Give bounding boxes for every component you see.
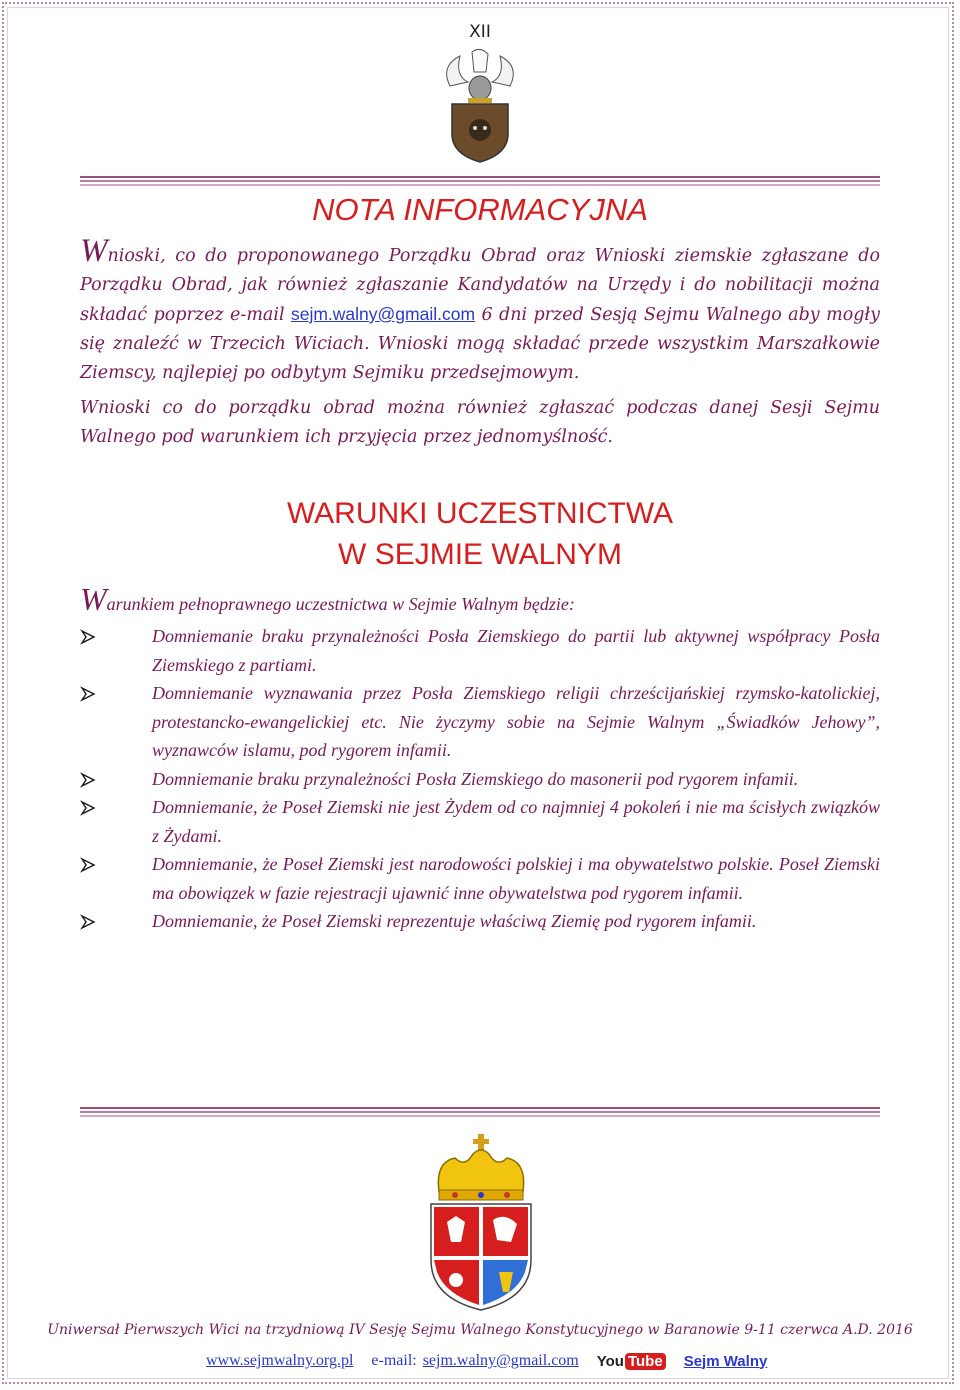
youtube-logo[interactable] (597, 1353, 666, 1370)
list-item (80, 850, 880, 907)
list-item (80, 907, 880, 936)
list-item (80, 765, 880, 794)
page-title: NOTA INFORMACYJNA (312, 192, 648, 227)
conditions-list (80, 622, 880, 936)
arrow-bullet-icon (80, 629, 96, 645)
email-link[interactable]: sejm.walny@gmail.com (290, 304, 476, 324)
page-number: XII (469, 22, 491, 42)
arrow-bullet-icon (80, 800, 96, 816)
condition-text: Domniemanie braku przynależności Posła Ziemskiego do masonerii pod rygorem infamii. (152, 768, 799, 789)
arrow-bullet-icon (80, 686, 96, 702)
list-item (80, 793, 880, 850)
youtube-tube-text: Tube (625, 1353, 666, 1370)
decorative-divider (80, 176, 880, 188)
note-text-start: nioski, co do proponowanego Porządku Obrad oraz Wnioski ziemskie zgłaszane do Porządku Obrad, jak również zgłaszanie Kandydatów na Urzędy i do nobilitacji można składać poprzez e-mail (80, 246, 880, 325)
note-paragraph (80, 233, 880, 388)
drop-cap: W (80, 581, 107, 617)
arrow-bullet-icon (80, 857, 96, 873)
condition-text: Domniemanie braku przynależności Posła Ziemskiego do partii lub aktywnej współpracy Posła Ziemskiego z partiami. (152, 626, 880, 675)
condition-text: Domniemanie, że Poseł Ziemski reprezentuje właściwą Ziemię pod rygorem infamii. (152, 911, 757, 931)
youtube-you-text: You (596, 1352, 624, 1370)
list-item (80, 622, 880, 679)
condition-text: Domniemanie, że Poseł Ziemski jest narodowości polskiej i ma obywatelstwo polskie. Poseł Ziemski ma obowiązek w fazie rejestracji ujawnić inne obywatelstwa pod rygorem infamii. (152, 854, 880, 903)
note-paragraph-2: Wnioski co do porządku obrad można również zgłaszać podczas danej Sesji Sejmu Walnego pod warunkiem ich przyjęcia przez jednomyślność. (80, 398, 880, 447)
arrow-bullet-icon (80, 772, 96, 788)
condition-text: Domniemanie, że Poseł Ziemski nie jest Żydem od co najmniej 4 pokoleń i nie ma ścisłych związków z Żydami. (152, 797, 880, 846)
note-text-end: 6 dni przed Sesją Sejmu Walnego aby mogły się znaleźć w Trzecich Wiciach. Wnioski mogą składać przede wszystkim Marszałkowie Ziemscy, najlepiej po odbytym Sejmiku przedsejmowym. (80, 305, 880, 383)
condition-text: Domniemanie wyznawania przez Posła Ziemskiego religii chrześcijańskiej rzymsko-katolickiej, protestancko-ewangelickiej etc. Nie życzymy sobie na Sejmie Walnym „Świadków Jehowy”, wyznawców islamu, pod rygorem infamii. (152, 683, 880, 760)
sejm-walny-link[interactable]: Sejm Walny (683, 1352, 768, 1370)
list-item (80, 679, 880, 765)
email-label: e-mail: (371, 1352, 417, 1369)
arrow-bullet-icon (80, 914, 96, 930)
conditions-intro-text: arunkiem pełnoprawnego uczestnictwa w Sejmie Walnym będzie: (106, 594, 575, 614)
drop-cap: W (80, 233, 108, 269)
section-title-line2: W SEJMIE WALNYM (338, 538, 622, 571)
footer-email-link[interactable]: sejm.walny@gmail.com (422, 1352, 579, 1369)
footer-links (206, 1350, 767, 1372)
website-link[interactable]: www.sejmwalny.org.pl (206, 1352, 354, 1369)
commonwealth-coat-of-arms-image (425, 1132, 537, 1312)
section-title-line1: WARUNKI UCZESTNICTWA (286, 497, 674, 530)
footer-caption: Uniwersał Pierwszych Wici na trzydniową IV Sesję Sejmu Walnego Konstytucyjnego w Baranowie 9-11 czerwca A.D. 2016 (47, 1322, 913, 1338)
decorative-divider (80, 1107, 880, 1119)
conditions-intro (80, 581, 880, 619)
heraldic-crest-image (430, 46, 530, 166)
